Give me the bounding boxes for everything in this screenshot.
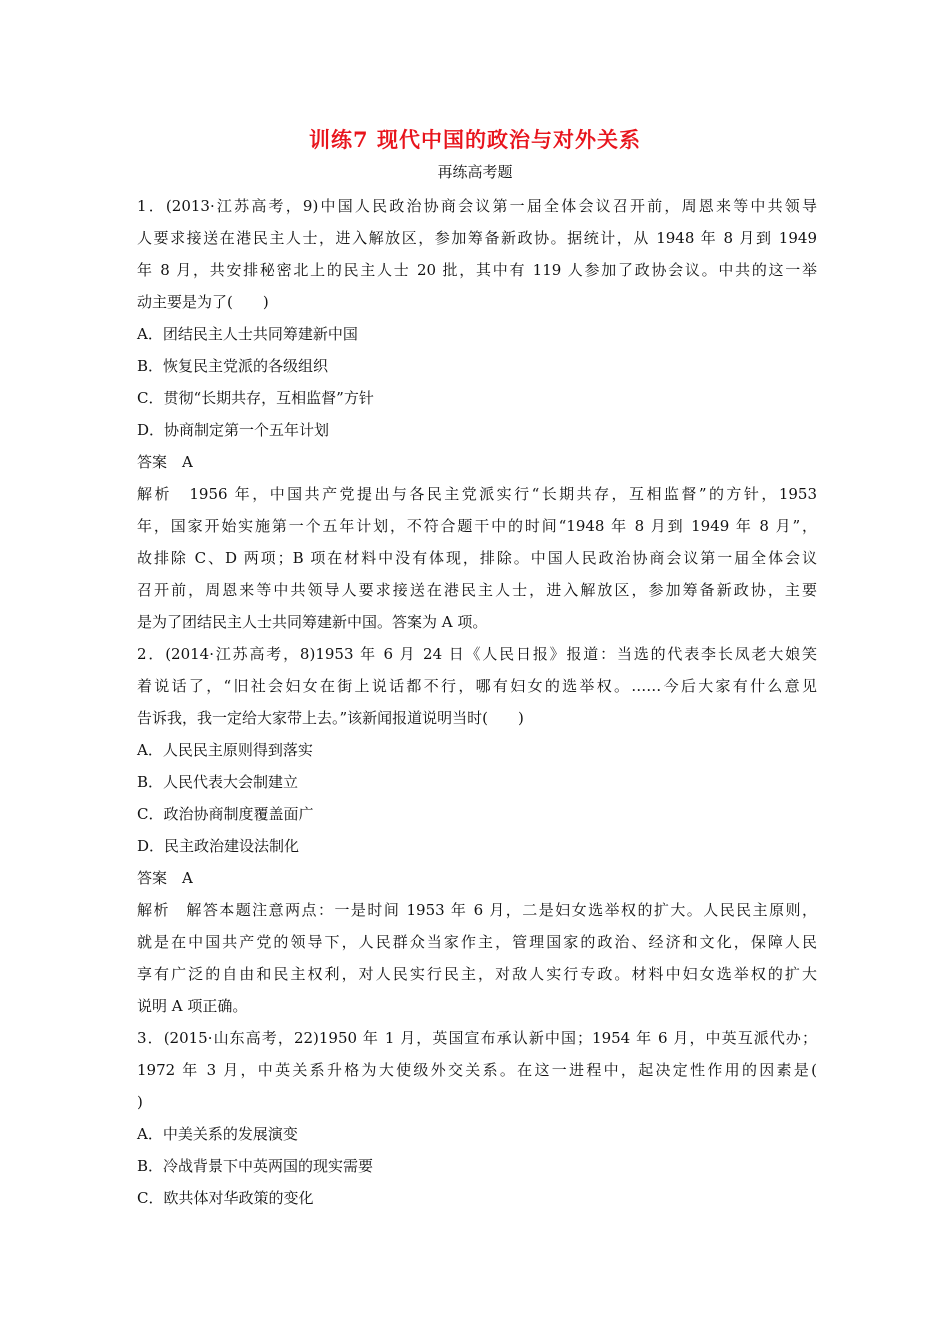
q3-option-c: C．欧共体对华政策的变化	[137, 1189, 314, 1207]
q1-option-a: A．团结民主人士共同筹建新中国	[137, 325, 358, 343]
q1-stem-line: 年 8 月，共安排秘密北上的民主人士 20 批，其中有 119 人参加了政协会议。中共的这一举	[137, 261, 817, 279]
q2-option-a: A．人民民主原则得到落实	[137, 741, 313, 759]
q2-analysis-line: 解析 解答本题注意两点：一是时间 1953 年 6 月，二是妇女选举权的扩大。人民民主原则，	[137, 901, 817, 919]
q2-stem-line: 告诉我，我一定给大家带上去。”该新闻报道说明当时( )	[137, 709, 524, 727]
page-title: 训练7 现代中国的政治与对外关系	[309, 127, 641, 152]
q2-option-c: C．政治协商制度覆盖面广	[137, 805, 314, 823]
q1-option-d: D．协商制定第一个五年计划	[137, 421, 330, 439]
q1-option-b: B．恢复民主党派的各级组织	[137, 357, 329, 375]
q1-stem-line: 人要求接送在港民主人士，进入解放区，参加筹备新政协。据统计，从 1948 年 8 月到 1949	[137, 229, 817, 247]
section-subtitle: 再练高考题	[437, 163, 513, 181]
q2-option-b: B．人民代表大会制建立	[137, 773, 299, 791]
q1-stem-line: 1．(2013·江苏高考，9)中国人民政治协商会议第一届全体会议召开前，周恩来等中共领导	[137, 197, 817, 215]
q2-stem-line: 2．(2014·江苏高考，8)1953 年 6 月 24 日《人民日报》报道：当选的代表李长凤老大娘笑	[137, 645, 817, 663]
q1-analysis-line: 年，国家开始实施第一个五年计划，不符合题干中的时间“1948 年 8 月到 1949 年 8 月”，	[137, 517, 817, 535]
q2-option-d: D．民主政治建设法制化	[137, 837, 300, 855]
q3-option-a: A．中美关系的发展演变	[137, 1125, 298, 1143]
q1-analysis-line: 召开前，周恩来等中共领导人要求接送在港民主人士，进入解放区，参加筹备新政协，主要	[137, 581, 817, 599]
q1-stem-line: 动主要是为了( )	[137, 293, 269, 311]
q3-stem-line: 3．(2015·山东高考，22)1950 年 1 月，英国宣布承认新中国；1954 年 6 月，中英互派代办；	[137, 1029, 817, 1047]
q3-stem-line: 1972 年 3 月，中英关系升格为大使级外交关系。在这一进程中，起决定性作用的因素是(	[137, 1061, 817, 1079]
q1-answer: 答案 A	[137, 453, 193, 471]
q1-option-c: C．贯彻“长期共存，互相监督”方针	[137, 389, 374, 407]
q1-analysis-line: 解析 1956 年，中国共产党提出与各民主党派实行“长期共存，互相监督”的方针，1953	[137, 485, 817, 503]
q3-option-b: B．冷战背景下中英两国的现实需要	[137, 1157, 374, 1175]
q2-analysis-line: 就是在中国共产党的领导下，人民群众当家作主，管理国家的政治、经济和文化，保障人民	[137, 933, 817, 951]
q3-stem-line: )	[137, 1093, 143, 1111]
q1-analysis-line: 故排除 C、D 两项；B 项在材料中没有体现，排除。中国人民政治协商会议第一届全体会议	[137, 549, 817, 567]
q2-answer: 答案 A	[137, 869, 193, 887]
q1-analysis-line: 是为了团结民主人士共同筹建新中国。答案为 A 项。	[137, 613, 488, 631]
q2-analysis-line: 享有广泛的自由和民主权利，对人民实行民主，对敌人实行专政。材料中妇女选举权的扩大	[137, 965, 817, 983]
q2-stem-line: 着说话了，“旧社会妇女在街上说话都不行，哪有妇女的选举权。……今后大家有什么意见	[137, 677, 817, 695]
document-body	[137, 190, 817, 1214]
q2-analysis-line: 说明 A 项正确。	[137, 997, 248, 1015]
